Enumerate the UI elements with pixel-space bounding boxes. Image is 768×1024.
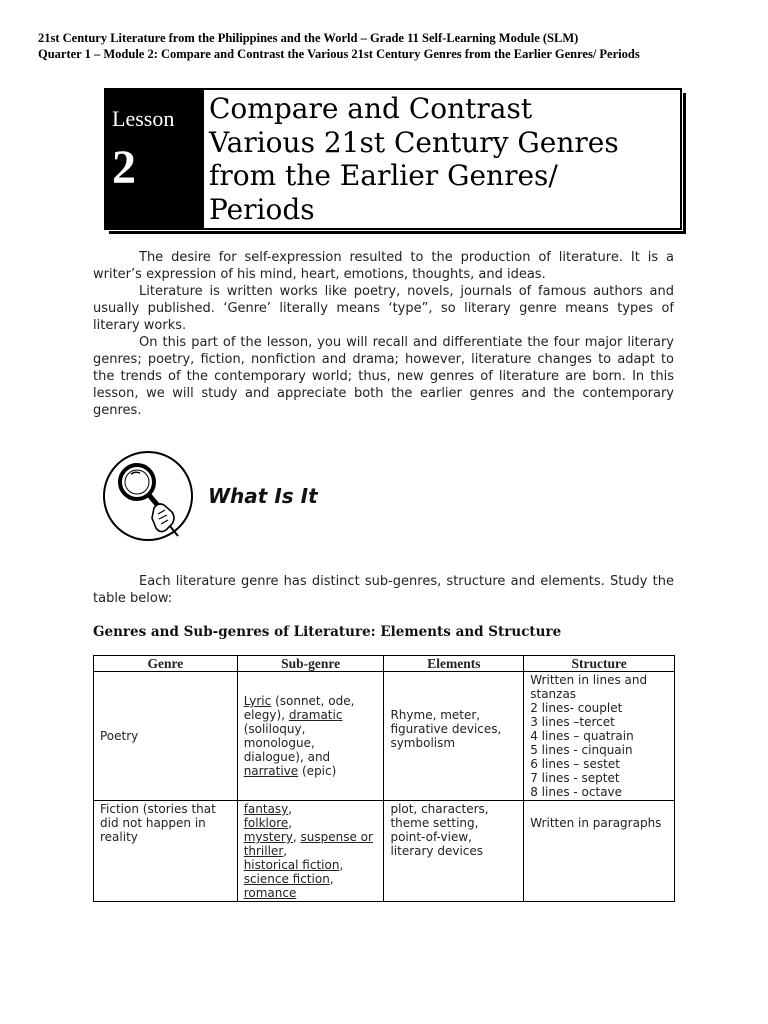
section-title: What Is It xyxy=(208,484,318,508)
column-header: Sub-genre xyxy=(237,656,384,672)
subgenre-folklore: folklore xyxy=(243,816,289,830)
elements-cell xyxy=(384,672,524,801)
structure-line: 7 lines - septet xyxy=(530,771,620,785)
structure-line: 8 lines - octave xyxy=(530,785,623,799)
lesson-title-line: Compare and Contrast xyxy=(209,92,533,125)
structure-line: 5 lines - cinquain xyxy=(530,743,633,757)
module-header xyxy=(38,30,640,62)
magnifying-glass-icon xyxy=(102,450,194,542)
subgenre-science-fiction: science fiction xyxy=(243,872,330,886)
lesson-title xyxy=(209,92,619,226)
genre-cell: Fiction (stories that did not happen in reality xyxy=(94,801,238,902)
structure-line: 2 lines- couplet xyxy=(530,701,623,715)
structure-cell xyxy=(524,801,675,902)
structure-line: 6 lines – sestet xyxy=(530,757,620,771)
subgenre-historical-fiction: historical fiction xyxy=(243,858,340,872)
subgenre-text: (epic) xyxy=(298,764,337,778)
module-header-line-1: 21st Century Literature from the Philippines and the World – Grade 11 Self-Learning Module (SLM) xyxy=(38,31,579,45)
intro-text xyxy=(93,249,674,419)
subgenre-romance: romance xyxy=(243,886,297,900)
table-intro-text xyxy=(93,573,674,607)
elements-cell: plot, characters, theme setting, point-of-view, literary devices xyxy=(384,801,524,902)
structure-text: Written in paragraphs xyxy=(530,816,662,830)
module-header-line-2: Quarter 1 – Module 2: Compare and Contrast the Various 21st Century Genres from the Earlier Genres/ Periods xyxy=(38,47,640,61)
table-title: Genres and Sub-genres of Literature: Elements and Structure xyxy=(93,624,562,640)
subgenre-text: (soliloquy, monologue, dialogue), and xyxy=(243,722,331,764)
structure-cell xyxy=(524,672,675,801)
subgenre-text: (sonnet, ode, elegy), xyxy=(243,694,355,722)
subgenre-mystery: mystery xyxy=(243,830,293,844)
subgenre-dramatic: dramatic xyxy=(288,708,343,722)
table-intro-paragraph: Each literature genre has distinct sub-genres, structure and elements. Study the table below: xyxy=(93,574,674,606)
elements-text: Rhyme, meter, figurative devices, symbolism xyxy=(390,708,502,750)
subgenre-cell: fantasy, folklore, mystery, suspense or thriller, historical fiction, science fiction, romance xyxy=(237,801,384,902)
table-row xyxy=(94,672,675,801)
genre-cell: Poetry xyxy=(94,672,238,801)
genres-table xyxy=(93,655,675,902)
subgenre-lyric: Lyric xyxy=(243,694,272,708)
subgenre-suspense: suspense or thriller xyxy=(243,830,373,858)
column-header: Structure xyxy=(524,656,675,672)
column-header: Genre xyxy=(94,656,238,672)
intro-paragraph: Literature is written works like poetry, novels, journals of famous authors and usually published. ‘Genre’ literally means ‘type”, so literary genre means types of literary works. xyxy=(93,284,674,333)
column-header: Elements xyxy=(384,656,524,672)
table-row xyxy=(94,801,675,902)
lesson-label-block xyxy=(106,90,204,228)
structure-line: Written in lines and stanzas xyxy=(530,673,648,701)
lesson-title-line: Various 21st Century Genres xyxy=(209,125,619,159)
subgenre-fantasy: fantasy xyxy=(243,802,289,816)
intro-paragraph: The desire for self-expression resulted to the production of literature. It is a writer’s expression of his mind, heart, emotions, thoughts, and ideas. xyxy=(93,250,674,282)
lesson-banner xyxy=(104,88,682,230)
structure-line: 3 lines –tercet xyxy=(530,715,615,729)
subgenre-cell xyxy=(237,672,384,801)
intro-paragraph: On this part of the lesson, you will recall and differentiate the four major literary genres; poetry, fiction, nonfiction and drama; however, literature changes to adapt to the trends of the contemporary world; thus, new genres of literature are born. In this lesson, we will study and appreciate both the earlier genres and the contemporary genres. xyxy=(93,335,674,418)
subgenre-narrative: narrative xyxy=(243,764,299,778)
table-header-row xyxy=(94,656,675,672)
lesson-title-line: from the Earlier Genres/ xyxy=(209,159,558,192)
lesson-word: Lesson xyxy=(112,106,175,131)
lesson-title-line: Periods xyxy=(209,192,315,226)
structure-line: 4 lines – quatrain xyxy=(530,729,634,743)
lesson-number: 2 xyxy=(112,141,136,194)
